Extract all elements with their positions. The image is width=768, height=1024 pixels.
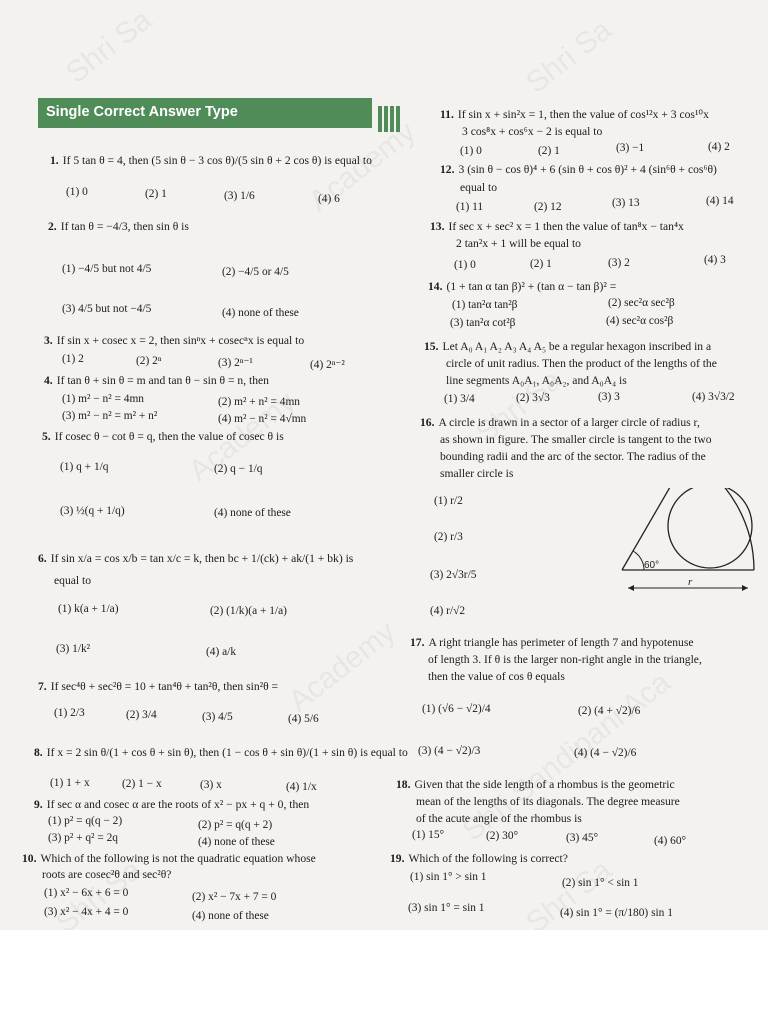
option: (3) sin 1° = sin 1 <box>408 902 485 914</box>
question-15-line: line segments A₀A₁, A₀A₂, and A₀A₄ is <box>446 374 627 387</box>
option: (2) sin 1° < sin 1 <box>562 877 639 889</box>
option: (2) p² = q(q + 2) <box>198 819 273 831</box>
option: (2) (1/k)(a + 1/a) <box>210 605 287 617</box>
option: (4) r/√2 <box>430 605 466 617</box>
option: (3) x² − 4x + 4 = 0 <box>44 906 129 918</box>
question-18: 18. Given that the side length of a rhombus is the geometric <box>396 778 675 791</box>
option: (4) none of these <box>192 910 269 922</box>
option: (3) 2 <box>608 257 630 269</box>
section-title: Single Correct Answer Type <box>46 104 238 120</box>
option: (2) 3√3 <box>516 392 550 404</box>
question-17-line: of length 3. If θ is the larger non-right angle in the triangle, <box>428 653 702 666</box>
question-16: 16. A circle is drawn in a sector of a larger circle of radius r, <box>420 416 700 429</box>
option: (2) (4 + √2)/6 <box>578 705 641 717</box>
question-9: 9. If sec α and cosec α are the roots of x² − px + q + 0, then <box>34 798 310 811</box>
option: (3) ½(q + 1/q) <box>60 505 125 517</box>
question-11-continued: 3 cos⁸x + cos⁶x − 2 is equal to <box>462 125 603 138</box>
option: (1) 2/3 <box>54 707 85 719</box>
question-16-line: smaller circle is <box>440 467 514 480</box>
watermark <box>60 3 158 90</box>
option: (1) x² − 6x + 6 = 0 <box>44 887 129 899</box>
option: (3) 45° <box>566 832 599 844</box>
option: (3) 4/5 <box>202 711 233 723</box>
option: (4) (4 − √2)/6 <box>574 747 637 759</box>
option: (4) sin 1° = (π/180) sin 1 <box>560 907 673 919</box>
option: (1) 11 <box>456 201 484 213</box>
question-12-continued: equal to <box>460 181 498 194</box>
question-1: 1. If 5 tan θ = 4, then (5 sin θ − 3 cos θ)/(5 sin θ + 2 cos θ) is equal to <box>50 154 372 167</box>
option: (1) p² = q(q − 2) <box>48 815 123 827</box>
question-6-continued: equal to <box>54 574 92 587</box>
option: (3) m² − n² = m² + n² <box>62 410 158 422</box>
question-5: 5. If cosec θ − cot θ = q, then the value of cosec θ is <box>42 430 284 443</box>
radius-label: r <box>688 576 693 588</box>
option: (2) 3/4 <box>126 709 157 721</box>
option: (4) 60° <box>654 835 687 847</box>
option: (1) 15° <box>412 829 445 841</box>
option: (1) 3/4 <box>444 393 475 405</box>
option: (3) p² + q² = 2q <box>48 832 118 844</box>
option: (1) 2 <box>62 353 84 365</box>
question-12: 12. 3 (sin θ − cos θ)⁴ + 6 (sin θ + cos θ)² + 4 (sin⁶θ + cos⁶θ) <box>440 163 717 176</box>
question-16-line: as shown in figure. The smaller circle is tangent to the two <box>440 433 712 446</box>
option: (3) 1/k² <box>56 643 91 655</box>
option: (4) 2ⁿ⁻² <box>310 359 345 371</box>
question-13: 13. If sec x + sec² x = 1 then the value of tan⁸x − tan⁴x <box>430 220 684 233</box>
option: (1) k(a + 1/a) <box>58 603 119 615</box>
option: (3) tan²α cot²β <box>450 317 516 329</box>
option: (2) 2ⁿ <box>136 355 162 367</box>
option: (3) 2√3r/5 <box>430 569 477 581</box>
option: (3) 2ⁿ⁻¹ <box>218 357 253 369</box>
option: (1) 0 <box>66 186 88 198</box>
option: (1) 1 + x <box>50 777 90 789</box>
question-18-line: of the acute angle of the rhombus is <box>416 812 582 825</box>
option: (4) m² − n² = 4√mn <box>218 413 307 425</box>
question-7: 7. If sec⁴θ + sec²θ = 10 + tan⁴θ + tan²θ, then sin²θ = <box>38 680 279 693</box>
option: (1) 0 <box>454 259 476 271</box>
option: (3) −1 <box>616 142 645 154</box>
option: (4) 2 <box>708 141 730 153</box>
option: (4) a/k <box>206 646 237 658</box>
question-13-continued: 2 tan²x + 1 will be equal to <box>456 237 581 250</box>
option: (4) 14 <box>706 195 734 207</box>
angle-label: 60° <box>644 560 660 571</box>
option: (4) none of these <box>198 836 275 848</box>
question-4: 4. If tan θ + sin θ = m and tan θ − sin θ = n, then <box>44 374 269 387</box>
option: (2) q − 1/q <box>214 463 263 475</box>
watermark <box>283 615 402 719</box>
option: (2) m² + n² = 4mn <box>218 396 301 408</box>
option: (1) m² − n² = 4mn <box>62 393 145 405</box>
option: (3) 3 <box>598 391 620 403</box>
option: (2) 12 <box>534 201 562 213</box>
option: (4) 3√3/2 <box>692 391 735 403</box>
option: (4) sec²α cos²β <box>606 315 674 327</box>
option: (4) 1/x <box>286 781 317 793</box>
question-16-line: bounding radii and the arc of the sector. The radius of the <box>440 450 706 463</box>
option: (3) 4/5 but not −4/5 <box>62 303 152 315</box>
option: (1) −4/5 but not 4/5 <box>62 263 152 275</box>
option: (1) 0 <box>460 145 482 157</box>
option: (2) 1 <box>538 145 560 157</box>
question-17: 17. A right triangle has perimeter of length 7 and hypotenuse <box>410 636 694 649</box>
question-6: 6. If sin x/a = cos x/b = tan x/c = k, then bc + 1/(ck) + ak/(1 + bk) is <box>38 552 354 565</box>
option: (4) none of these <box>214 507 291 519</box>
option: (4) none of these <box>222 307 299 319</box>
question-17-line: then the value of cos θ equals <box>428 670 565 683</box>
question-15: 15. Let A₀ A₁ A₂ A₃ A₄ A₅ be a regular hexagon inscribed in a <box>424 340 712 353</box>
option: (3) 1/6 <box>224 190 255 202</box>
option: (4) 5/6 <box>288 713 319 725</box>
question-18-line: mean of the lengths of its diagonals. The degree measure <box>416 795 680 808</box>
option: (1) sin 1° > sin 1 <box>410 871 487 883</box>
section-header <box>38 98 372 128</box>
question-2: 2. If tan θ = −4/3, then sin θ is <box>48 220 189 233</box>
option: (3) (4 − √2)/3 <box>418 745 481 757</box>
option: (2) r/3 <box>434 531 463 543</box>
option: (1) tan²α tan²β <box>452 299 518 311</box>
option: (2) 30° <box>486 830 519 842</box>
option: (2) −4/5 or 4/5 <box>222 266 289 278</box>
question-19: 19. Which of the following is correct? <box>390 852 568 865</box>
option: (3) 13 <box>612 197 640 209</box>
sector-figure <box>618 488 758 600</box>
header-bars-decoration <box>378 106 400 132</box>
question-10-continued: roots are cosec²θ and sec²θ? <box>42 868 172 881</box>
option: (2) x² − 7x + 7 = 0 <box>192 891 277 903</box>
question-3: 3. If sin x + cosec x = 2, then sinⁿx + cosecⁿx is equal to <box>44 334 305 347</box>
question-15-line: circle of unit radius. Then the product of the lengths of the <box>446 357 717 370</box>
option: (4) 3 <box>704 254 726 266</box>
option: (2) sec²α sec²β <box>608 297 675 309</box>
option: (1) r/2 <box>434 495 463 507</box>
question-8: 8. If x = 2 sin θ/(1 + cos θ + sin θ), then (1 − cos θ + sin θ)/(1 + sin θ) is equal to <box>34 746 408 759</box>
option: (1) q + 1/q <box>60 461 109 473</box>
option: (2) 1 − x <box>122 778 162 790</box>
option: (4) 6 <box>318 193 340 205</box>
question-14: 14. (1 + tan α tan β)² + (tan α − tan β)² = <box>428 280 617 293</box>
option: (3) x <box>200 779 222 791</box>
option: (2) 1 <box>145 188 167 200</box>
question-11: 11. If sin x + sin²x = 1, then the value of cos¹²x + 3 cos¹⁰x <box>440 108 709 121</box>
watermark <box>520 13 618 100</box>
option: (2) 1 <box>530 258 552 270</box>
question-10: 10. Which of the following is not the quadratic equation whose <box>22 852 316 865</box>
option: (1) (√6 − √2)/4 <box>422 703 491 715</box>
